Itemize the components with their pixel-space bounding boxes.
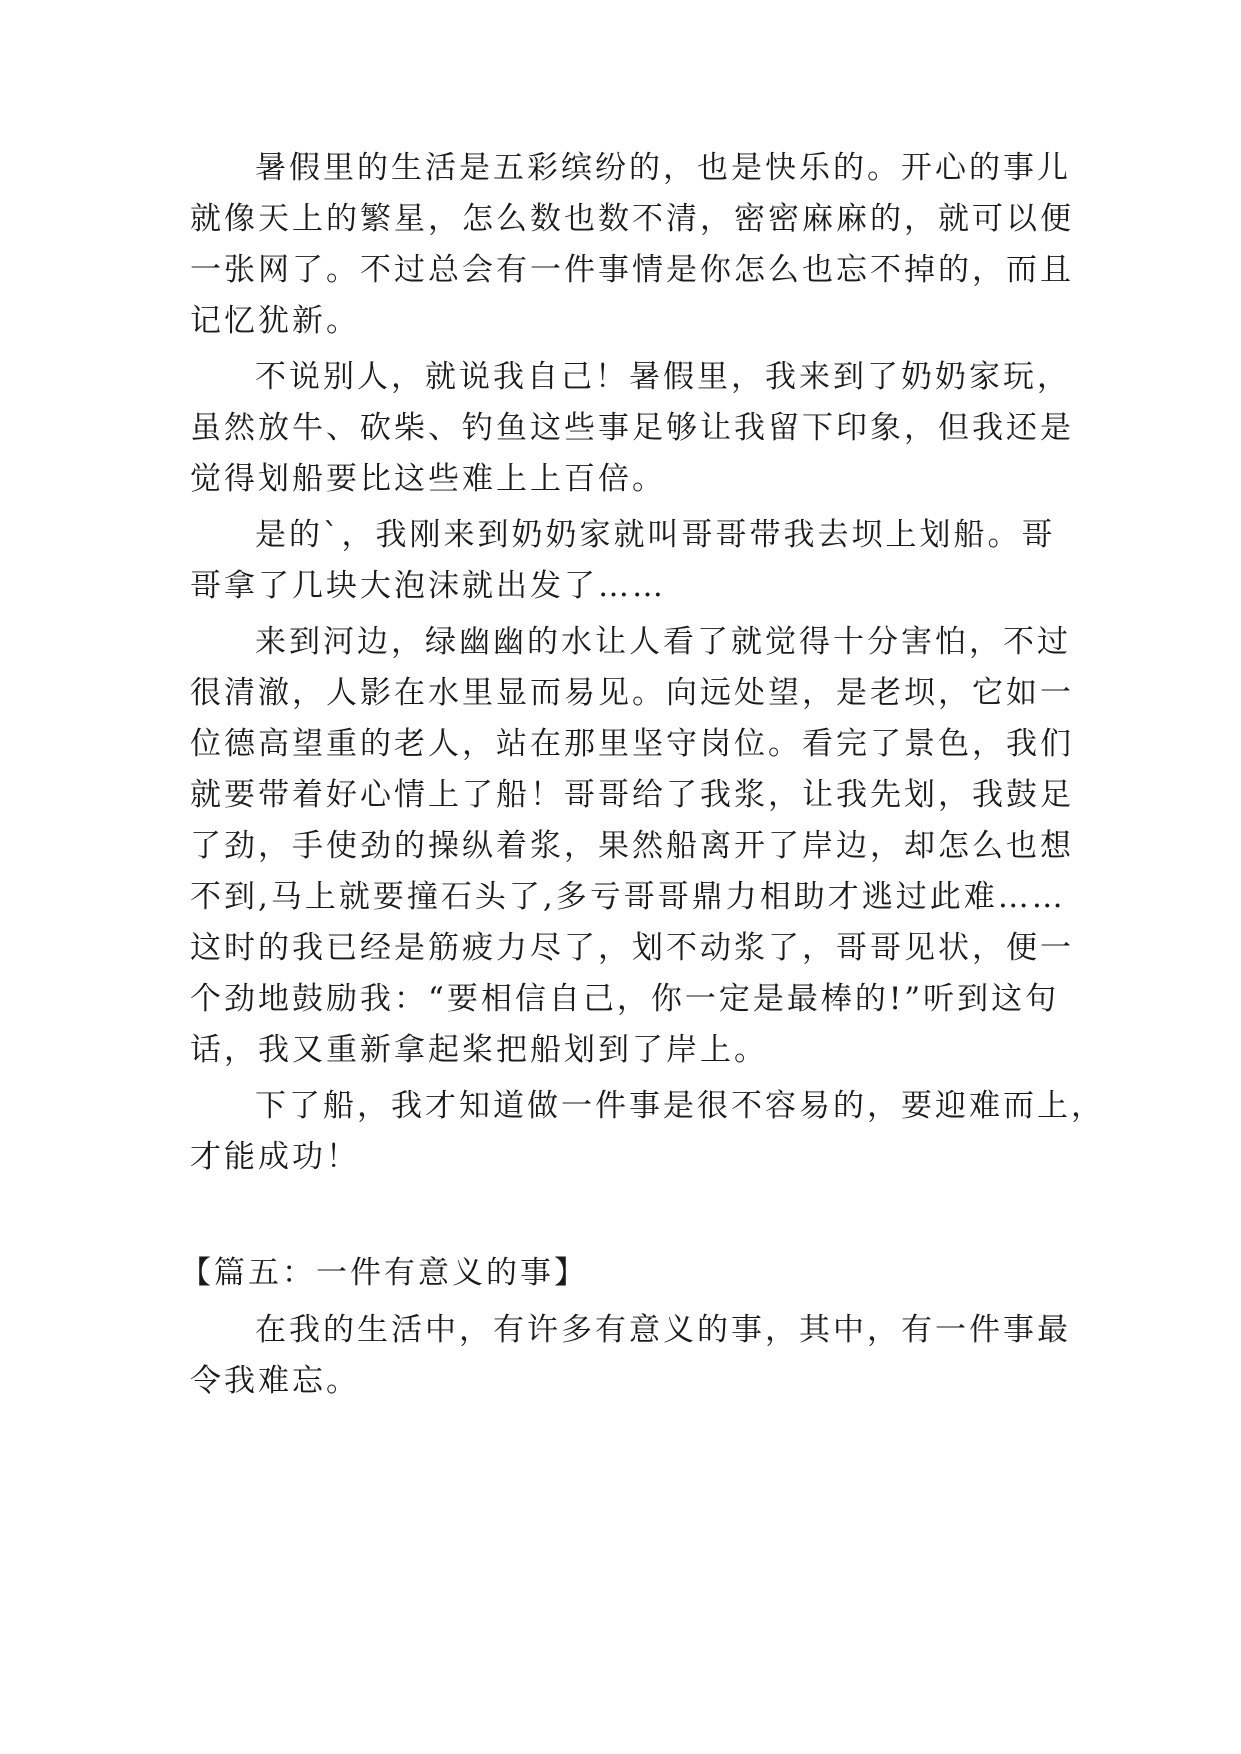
- paragraph-1-line-4: 记忆犹新。: [190, 303, 360, 339]
- paragraph-4-line-7: 这时的我已经是筋疲力尽了，划不动浆了，哥哥见状，便一: [190, 930, 1074, 966]
- paragraph-5-line-1: 下了船，我才知道做一件事是很不容易的，要迎难而上，: [255, 1088, 1105, 1124]
- paragraph-2-line-3: 觉得划船要比这些难上上百倍。: [190, 461, 666, 497]
- paragraph-1-line-2: 就像天上的繁星，怎么数也数不清，密密麻麻的，就可以便: [190, 201, 1074, 237]
- paragraph-4-line-1: 来到河边，绿幽幽的水让人看了就觉得十分害怕，不过: [255, 624, 1071, 660]
- paragraph-4-line-6: 不到,马上就要撞石头了,多亏哥哥鼎力相助才逃过此难……: [190, 879, 1066, 915]
- paragraph-4-line-4: 就要带着好心情上了船！哥哥给了我浆，让我先划，我鼓足: [190, 777, 1074, 813]
- section-paragraph-line-1: 在我的生活中，有许多有意义的事，其中，有一件事最: [255, 1312, 1071, 1348]
- paragraph-3-line-1: 是的`，我刚来到奶奶家就叫哥哥带我去坝上划船。哥: [255, 517, 1056, 553]
- paragraph-4-line-9: 话，我又重新拿起桨把船划到了岸上。: [190, 1032, 768, 1068]
- paragraph-3-line-2: 哥拿了几块大泡沫就出发了……: [190, 568, 666, 604]
- paragraph-1-line-1: 暑假里的生活是五彩缤纷的，也是快乐的。开心的事儿: [255, 150, 1071, 186]
- paragraph-4-line-8: 个劲地鼓励我：“要相信自己，你一定是最棒的!”听到这句: [190, 981, 1060, 1017]
- paragraph-1-line-3: 一张网了。不过总会有一件事情是你怎么也忘不掉的，而且: [190, 252, 1074, 288]
- section-heading: 【篇五：一件有意义的事】: [180, 1255, 588, 1291]
- section-paragraph-line-2: 令我难忘。: [190, 1363, 360, 1399]
- paragraph-4-line-3: 位德高望重的老人，站在那里坚守岗位。看完了景色，我们: [190, 726, 1074, 762]
- paragraph-5-line-2: 才能成功！: [190, 1139, 360, 1175]
- paragraph-2-line-1: 不说别人，就说我自己！暑假里，我来到了奶奶家玩，: [255, 359, 1071, 395]
- paragraph-4-line-5: 了劲，手使劲的操纵着浆，果然船离开了岸边，却怎么也想: [190, 828, 1074, 864]
- paragraph-2-line-2: 虽然放牛、砍柴、钓鱼这些事足够让我留下印象，但我还是: [190, 410, 1074, 446]
- paragraph-4-line-2: 很清澈，人影在水里显而易见。向远处望，是老坝，它如一: [190, 675, 1074, 711]
